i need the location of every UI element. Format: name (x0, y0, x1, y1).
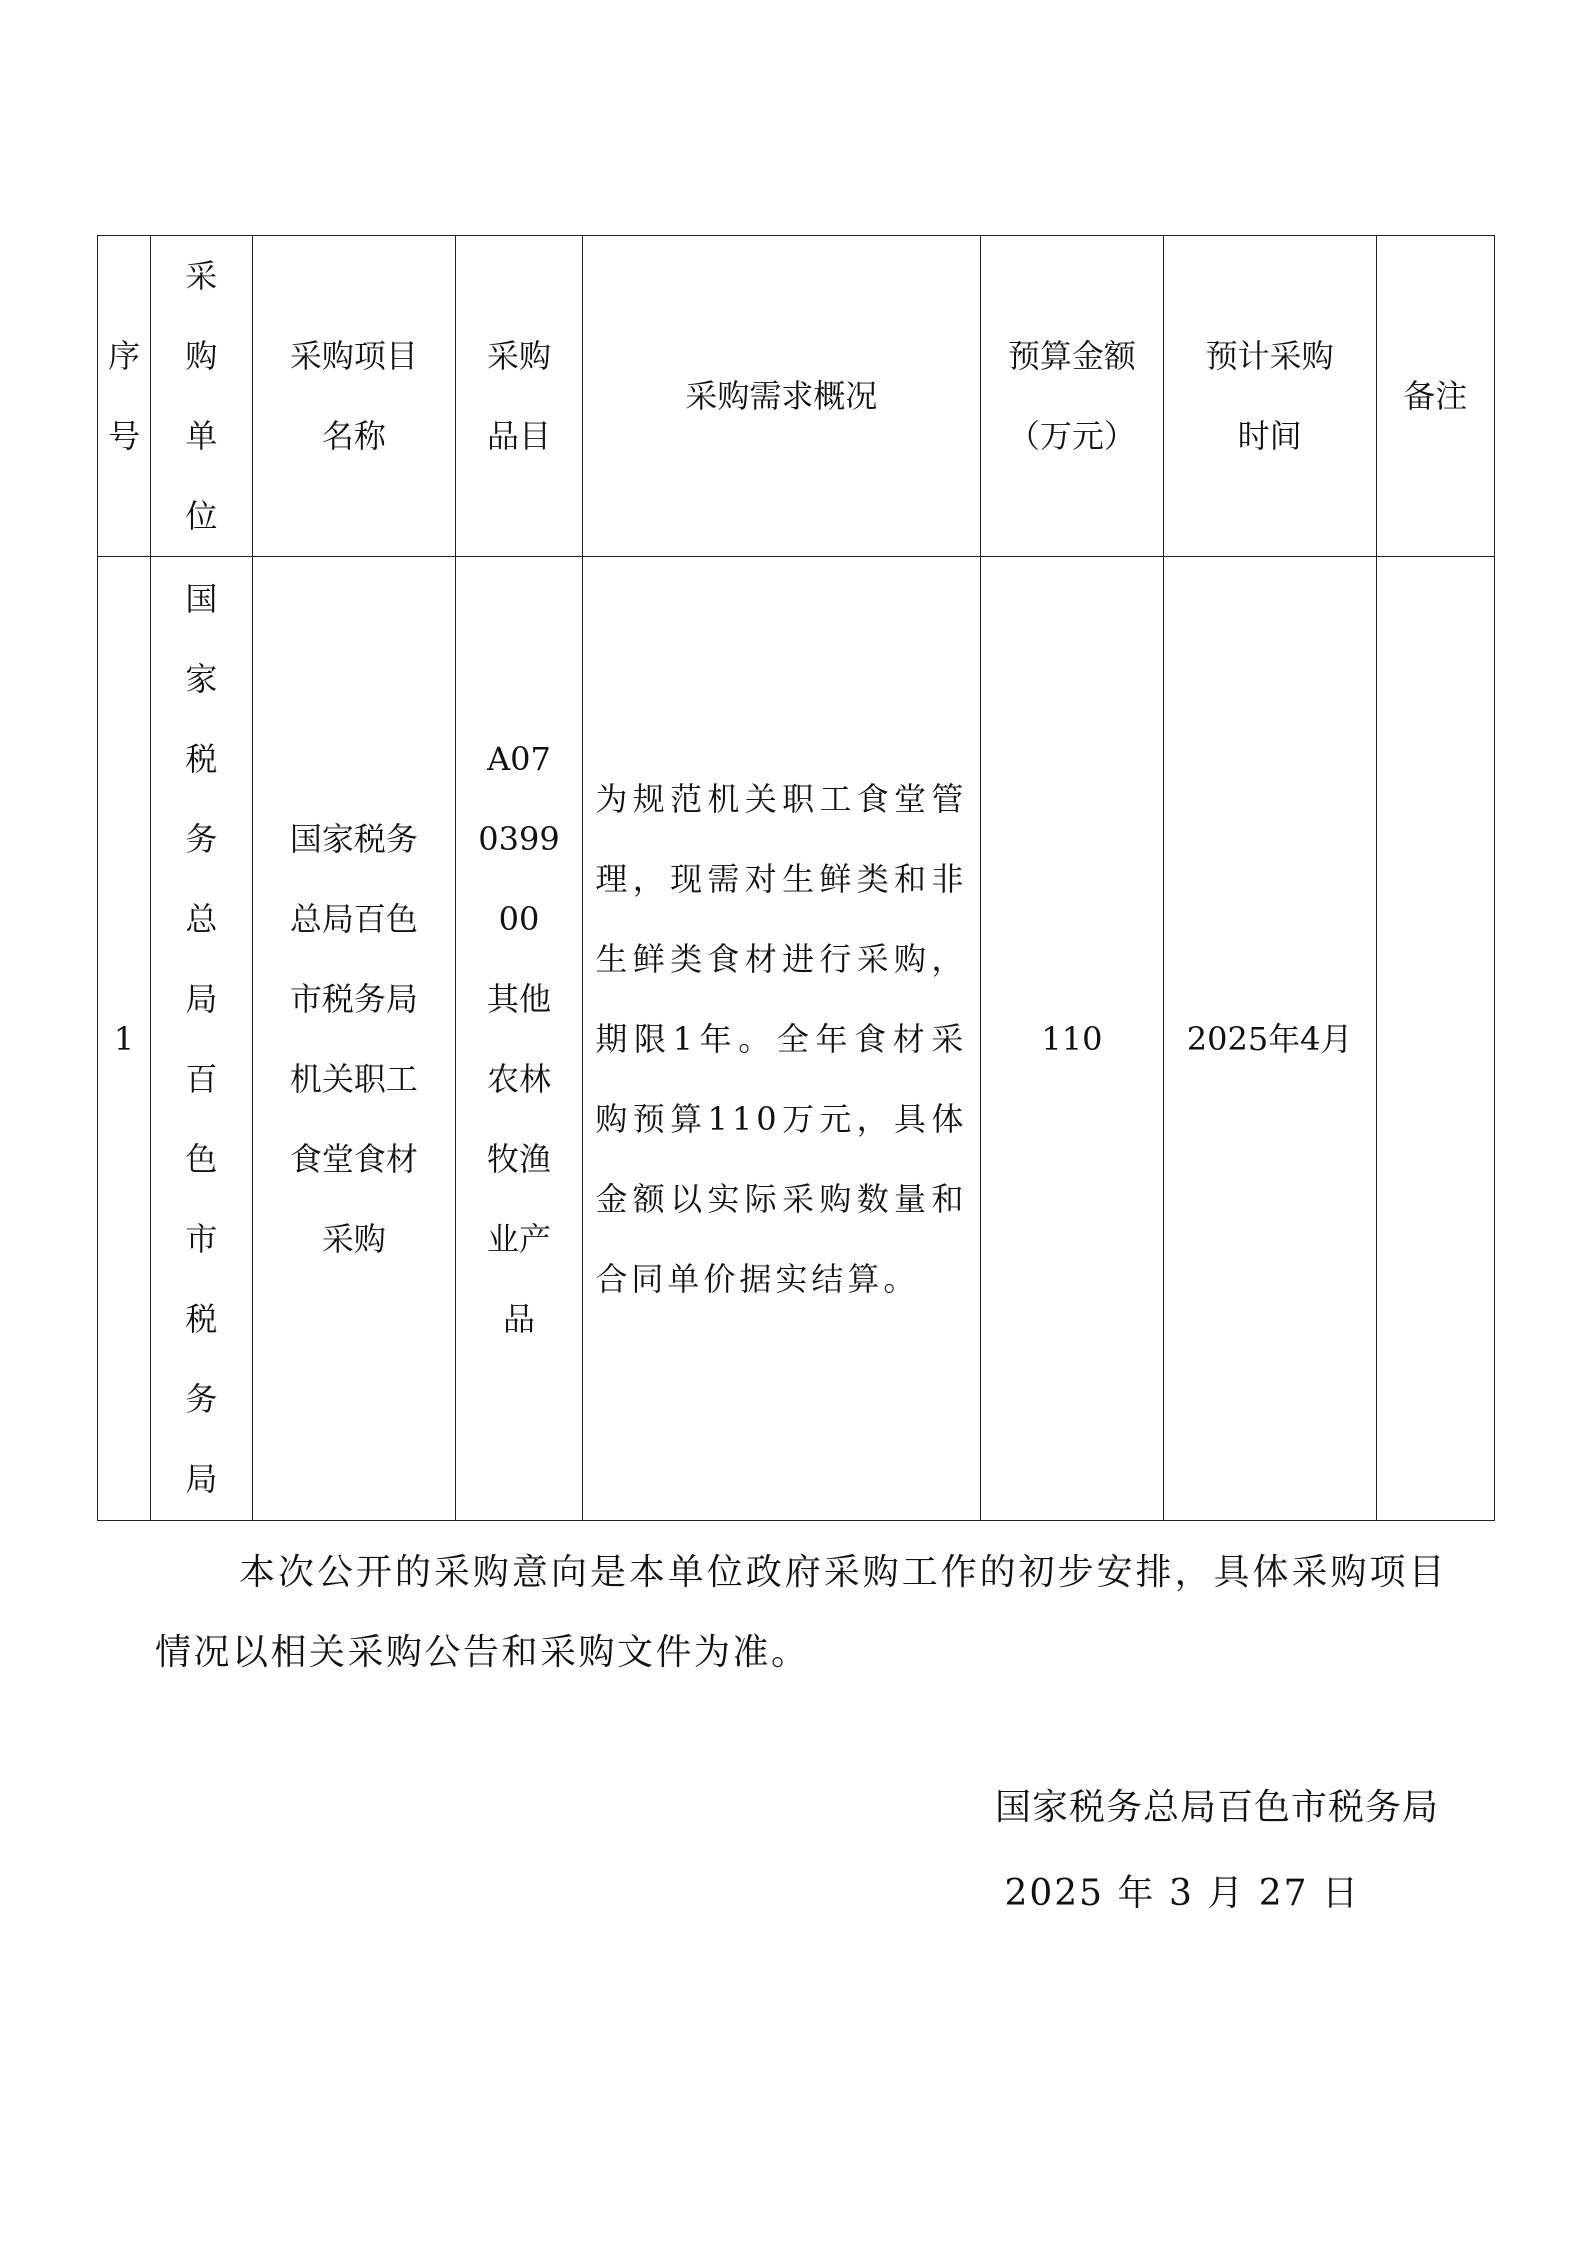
cell-seq (98, 557, 151, 1521)
header-summary (582, 236, 980, 557)
cell-category-code: A07039900 (478, 739, 560, 938)
header-time-label: 预计采购时间 (1205, 337, 1334, 455)
header-time (1163, 236, 1376, 557)
table-header-row (98, 236, 1495, 557)
header-budget (981, 236, 1164, 557)
cell-time (1163, 557, 1376, 1521)
header-seq-label: 序号 (108, 337, 141, 455)
cell-budget (981, 557, 1164, 1521)
header-summary-label: 采购需求概况 (685, 377, 878, 415)
cell-project-name-value: 国家税务总局百色市税务局机关职工食堂食材采购 (289, 819, 418, 1258)
cell-category-name: 其他农林牧渔业产品 (486, 979, 551, 1338)
cell-seq-value: 1 (113, 1019, 135, 1058)
header-unit-label: 采购单位 (185, 257, 218, 535)
header-budget-label: 预算金额（万元） (1007, 337, 1136, 455)
signature-organization: 国家税务总局百色市税务局 (994, 1787, 1439, 1828)
header-remark (1376, 236, 1494, 557)
notice-paragraph: 本次公开的采购意向是本单位政府采购工作的初步安排，具体采购项目情况以相关采购公告和采购文件为准。 (155, 1552, 1447, 1673)
cell-unit-value: 国家税务总局百色市税务局 (185, 579, 218, 1498)
header-remark-label: 备注 (1403, 377, 1468, 415)
cell-remark (1376, 557, 1494, 1521)
procurement-intent-table (97, 235, 1495, 1521)
table-row (98, 557, 1495, 1521)
header-seq (98, 236, 151, 557)
cell-unit (151, 557, 252, 1521)
cell-project-name (252, 557, 456, 1521)
header-project-name (252, 236, 456, 557)
header-project-name-label: 采购项目名称 (289, 337, 418, 455)
header-unit (151, 236, 252, 557)
header-category (456, 236, 582, 557)
cell-category (456, 557, 582, 1521)
signature-date: 2025 年 3 月 27 日 (1004, 1873, 1360, 1914)
cell-budget-value: 110 (1041, 1019, 1103, 1058)
cell-summary (582, 557, 980, 1521)
header-category-label: 采购品目 (486, 337, 551, 455)
cell-summary-value: 为规范机关职工食堂管理，现需对生鲜类和非生鲜类食材进行采购，期限1年。全年食材采购预算110万元，具体金额以实际采购数量和合同单价据实结算。 (595, 779, 968, 1298)
cell-time-value: 2025年4月 (1186, 1019, 1353, 1058)
